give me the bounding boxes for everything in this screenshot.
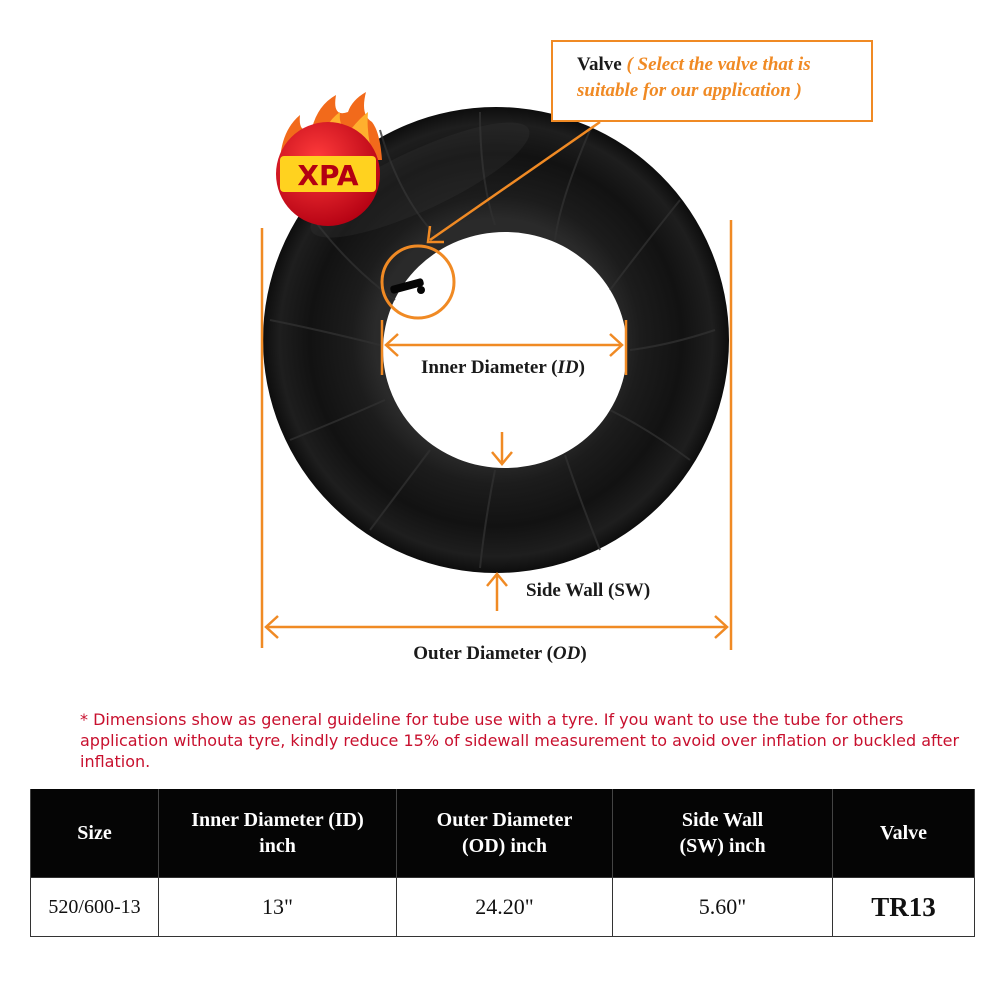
- svg-text:XPA: XPA: [297, 159, 359, 192]
- outer-diameter-label: Outer Diameter (OD): [413, 643, 587, 664]
- cell-side-wall: 5.60": [613, 878, 833, 937]
- header-outer-diameter: Outer Diameter (OD) inch: [397, 789, 613, 878]
- sidewall-guideline-note: * Dimensions show as general guideline for tube use with a tyre. If you want to use the tube for others application withouta tyre, kindly reduce 15% of sidewall measurement to avoid over inflation or buckled after inflation.: [80, 710, 960, 771]
- tube-spec-table: [30, 789, 975, 937]
- cell-size: 520/600-13: [31, 878, 159, 937]
- header-side-wall: Side Wall (SW) inch: [613, 789, 833, 878]
- cell-outer-diameter: 24.20": [397, 878, 613, 937]
- header-size: Size: [31, 789, 159, 878]
- valve-callout: [551, 40, 873, 122]
- xpa-logo: [276, 92, 382, 226]
- table-row: [31, 878, 975, 937]
- cell-inner-diameter: 13": [159, 878, 397, 937]
- cell-valve: TR13: [833, 878, 975, 937]
- side-wall-label: Side Wall (SW): [526, 580, 651, 601]
- header-inner-diameter: Inner Diameter (ID) inch: [159, 789, 397, 878]
- valve-callout-hint: ( Select the valve that is suitable for our application ): [577, 54, 811, 101]
- table-header-row: [31, 789, 975, 878]
- inner-diameter-label: Inner Diameter (ID): [421, 357, 585, 378]
- valve-callout-title: Valve: [577, 54, 622, 75]
- header-valve: Valve: [833, 789, 975, 878]
